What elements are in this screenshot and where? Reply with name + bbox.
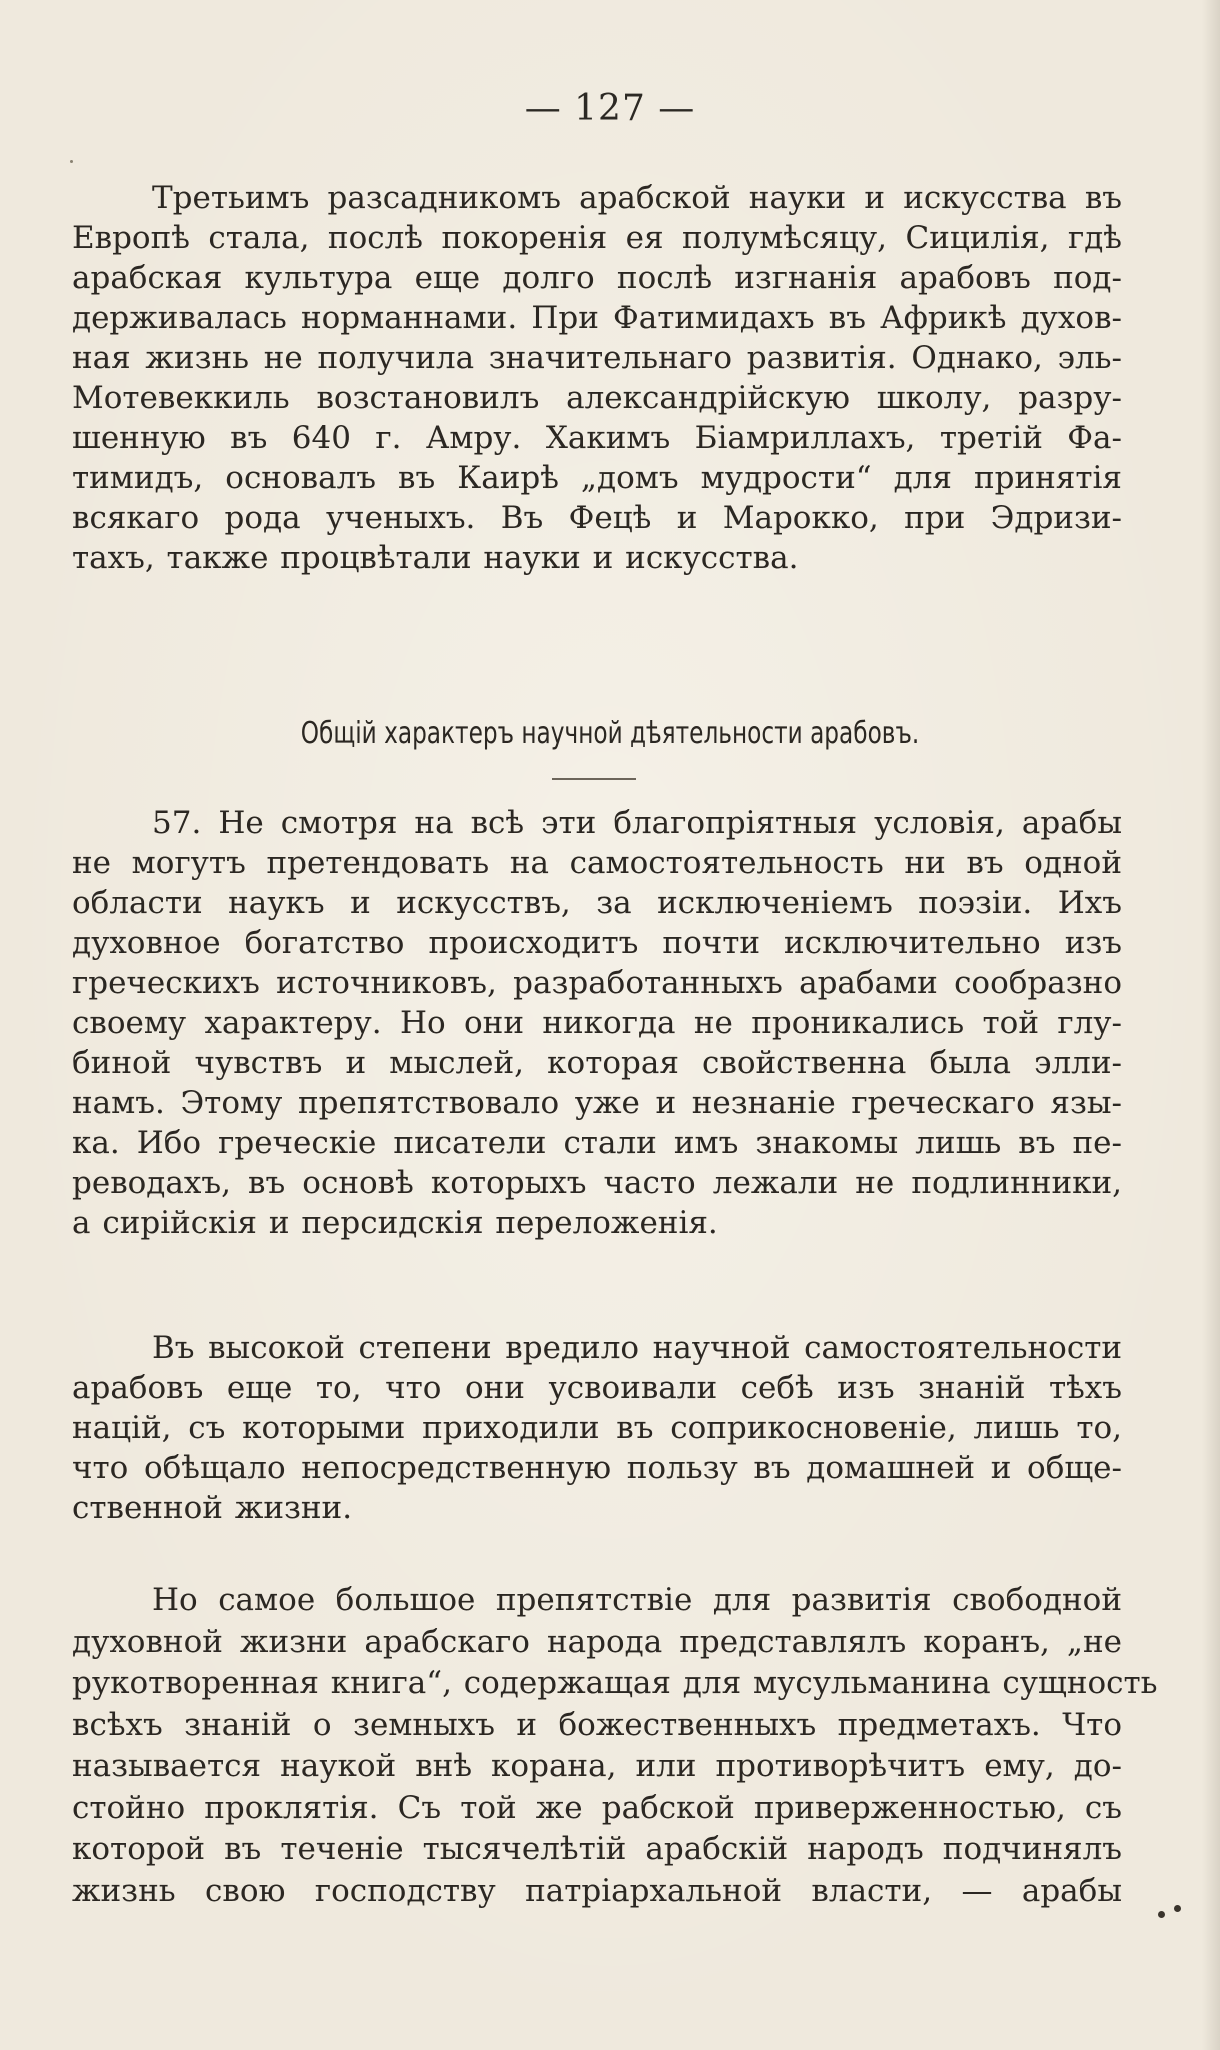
text-line: намъ. Этому препятствовало уже и незнаніе греческаго язы- xyxy=(72,1085,1122,1121)
text-line: своему характеру. Но они никогда не проникались той глу- xyxy=(72,1005,1122,1041)
text-line: Третьимъ разсадникомъ арабской науки и искусства въ xyxy=(152,180,1122,216)
paragraph-3 xyxy=(72,1328,1122,1528)
text-line: которой въ теченіе тысячелѣтій арабскій народъ подчинялъ xyxy=(72,1831,1122,1867)
text-line: ка. Ибо греческіе писатели стали имъ знакомы лишь въ пе- xyxy=(72,1125,1122,1161)
text-line: тахъ, также процвѣтали науки и искусства. xyxy=(72,540,799,576)
ink-dot xyxy=(1174,1905,1181,1912)
text-line: ная жизнь не получила значительнаго развитія. Однако, эль- xyxy=(72,340,1122,376)
text-line: Мотевеккиль возстановилъ александрійскую школу, разру- xyxy=(72,380,1122,416)
text-line: ственной жизни. xyxy=(72,1490,353,1526)
text-line: шенную въ 640 г. Амру. Хакимъ Біамриллахъ, третій Фа- xyxy=(72,420,1122,456)
page-number: — 127 — xyxy=(524,88,696,129)
text-line: жизнь свою господству патріархальной власти, — арабы xyxy=(72,1872,1122,1909)
ink-dot xyxy=(1158,1911,1165,1918)
text-line: а сирійскія и персидскія переложенія. xyxy=(72,1205,718,1241)
text-line: не могутъ претендовать на самостоятельность ни въ одной xyxy=(72,845,1122,881)
paragraph-4 xyxy=(72,1580,1158,1912)
margin-ink-dots xyxy=(1158,1905,1188,1921)
text-line: Въ высокой степени вредило научной самостоятельности xyxy=(152,1330,1122,1366)
text-line: націй, съ которыми приходили въ соприкосновеніе, лишь то, xyxy=(72,1410,1122,1446)
ink-speck xyxy=(70,160,73,163)
heading-divider xyxy=(552,778,636,780)
text-line: рукотворенная книга“, содержащая для мусульманина сущность xyxy=(72,1665,1158,1701)
text-line: 57. Не смотря на всѣ эти благопріятныя условія, арабы xyxy=(152,805,1122,841)
text-line: духовное богатство происходитъ почти исключительно изъ xyxy=(72,925,1122,961)
text-line: держивалась норманнами. При Фатимидахъ въ Африкѣ духов- xyxy=(72,300,1122,336)
text-line: духовной жизни арабскаго народа представлялъ коранъ, „не xyxy=(72,1623,1122,1660)
text-line: что обѣщало непосредственную пользу въ домашней и обще- xyxy=(72,1450,1122,1486)
text-line: называется наукой внѣ корана, или противорѣчитъ ему, до- xyxy=(72,1748,1122,1784)
page-edge-shadow xyxy=(1202,0,1220,2050)
text-line: тимидъ, основалъ въ Каирѣ „домъ мудрости“ для принятія xyxy=(72,460,1122,496)
text-line: Европѣ стала, послѣ покоренія ея полумѣсяцу, Сицилія, гдѣ xyxy=(72,220,1122,256)
text-line: греческихъ источниковъ, разработанныхъ арабами сообразно xyxy=(72,965,1122,1001)
text-line: области наукъ и искусствъ, за исключеніемъ поэзіи. Ихъ xyxy=(72,885,1122,921)
paragraph-1 xyxy=(72,178,1122,578)
text-line: арабовъ еще то, что они усвоивали себѣ изъ знаній тѣхъ xyxy=(72,1370,1122,1406)
text-line: стойно проклятія. Съ той же рабской приверженностью, съ xyxy=(72,1789,1122,1826)
section-heading: Общій характеръ научной дѣятельности арабовъ. xyxy=(300,716,920,751)
text-line: биной чувствъ и мыслей, которая свойственна была элли- xyxy=(72,1045,1122,1081)
text-line: Но самое большое препятствіе для развитія свободной xyxy=(152,1582,1122,1618)
text-line: всѣхъ знаній о земныхъ и божественныхъ предметахъ. Что xyxy=(72,1706,1122,1743)
paragraph-2 xyxy=(72,803,1122,1243)
text-line: всякаго рода ученыхъ. Въ Фецѣ и Марокко, при Эдризи- xyxy=(72,500,1122,536)
text-line: реводахъ, въ основѣ которыхъ часто лежали не подлинники, xyxy=(72,1165,1122,1201)
text-line: арабская культура еще долго послѣ изгнанія арабовъ под- xyxy=(72,260,1122,296)
